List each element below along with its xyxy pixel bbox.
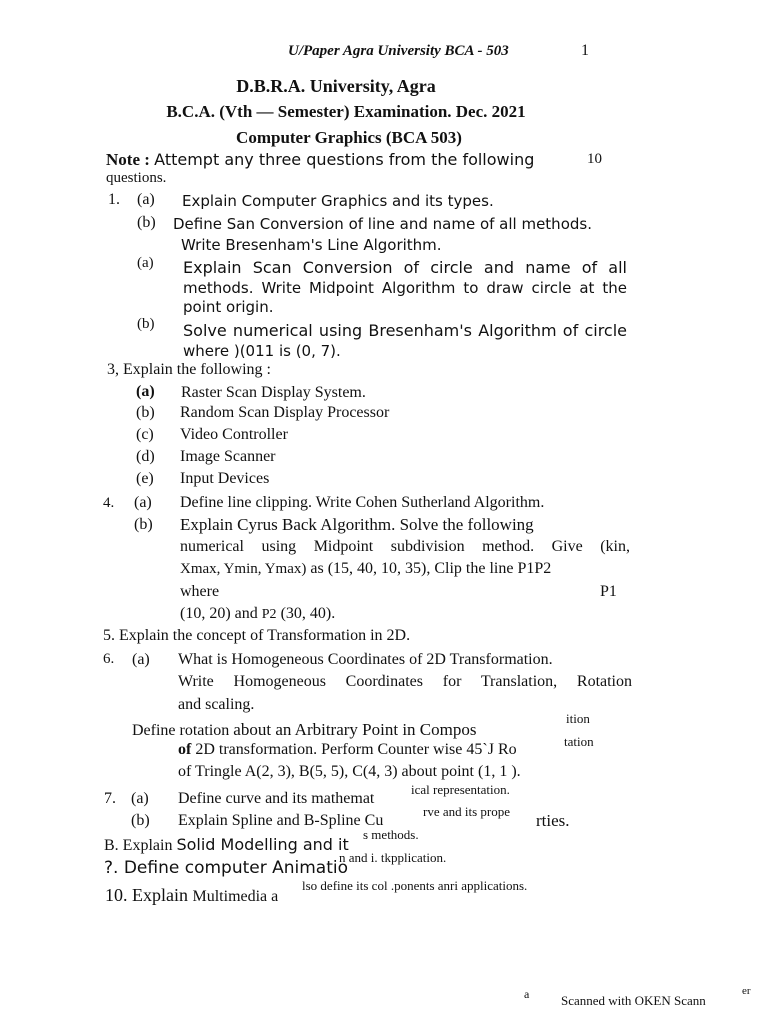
q9-line: ?. Define computer Animatio <box>104 858 349 878</box>
footer-mark: a <box>524 987 530 1001</box>
q6b-line-1: Define rotation about an Arbitrary Point in Compos <box>132 720 477 739</box>
q7-number: 7. <box>104 790 116 807</box>
q4a-label: (a) <box>134 494 152 511</box>
q3e-text: Input Devices <box>180 470 270 487</box>
q3e-label: (e) <box>136 470 154 487</box>
q4b-line-3: Xmax, Ymin, Ymax) as (15, 40, 10, 35), Clip the line P1P2 <box>180 560 552 577</box>
q9-superscript: n and i. tkpplication. <box>339 850 447 865</box>
note-continuation: questions. <box>106 170 167 186</box>
q7a-superscript: ical representation. <box>411 782 510 797</box>
q6a-line-2: Write Homogeneous Coordinates for Translation, Rotation <box>178 673 632 690</box>
q4b-line-1: Explain Cyrus Back Algorithm. Solve the following <box>180 515 534 534</box>
subject-title: Computer Graphics (BCA 503) <box>236 128 462 147</box>
page-number: 1 <box>581 42 589 59</box>
q8-superscript: s methods. <box>363 827 419 842</box>
q6a-label: (a) <box>132 651 150 668</box>
q1b-text: Define San Conversion of line and name of all methods. <box>173 215 592 233</box>
q6b-line-3: of Tringle A(2, 3), B(5, 5), C(4, 3) about point (1, 1 ). <box>178 763 521 780</box>
q7a-label: (a) <box>131 790 149 807</box>
q1a-text: Explain Computer Graphics and its types. <box>182 192 494 210</box>
q3d-label: (d) <box>136 448 155 465</box>
q6a-line-3: and scaling. <box>178 696 255 713</box>
q3b-label: (b) <box>136 404 155 421</box>
q6-number: 6. <box>103 651 115 667</box>
note-label: Note : <box>106 150 150 169</box>
q7b-text: Explain Spline and B-Spline Cu <box>178 812 384 829</box>
q7b-tail: rties. <box>536 811 570 830</box>
q2a-label: (a) <box>137 255 154 271</box>
q7b-superscript: rve and its prope <box>423 804 511 819</box>
q4b-line-2: numerical using Midpoint subdivision method. Give (kin, <box>180 538 630 555</box>
q3a-text: Raster Scan Display System. <box>181 384 366 401</box>
q1-number: 1. <box>108 191 120 208</box>
q2a-line-1: Explain Scan Conversion of circle and name of all <box>183 258 627 277</box>
exam-title: B.C.A. (Vth — Semester) Examination. Dec. 2021 <box>166 102 526 121</box>
q6b-superscript-2: tation <box>564 734 594 749</box>
q6b-superscript-1: ition <box>566 711 590 726</box>
q3c-label: (c) <box>136 426 154 443</box>
q1b-label: (b) <box>137 214 156 231</box>
university-title: D.B.R.A. University, Agra <box>236 76 436 96</box>
q1b-text-2: Write Bresenham's Line Algorithm. <box>181 236 442 254</box>
note-marks: 10 <box>587 151 602 167</box>
q4a-text: Define line clipping. Write Cohen Sutherland Algorithm. <box>180 494 545 511</box>
running-header: U/Paper Agra University BCA - 503 <box>288 43 509 59</box>
q6a-line-1: What is Homogeneous Coordinates of 2D Transformation. <box>178 651 553 668</box>
q10-line: 10. Explain Multimedia a <box>105 885 279 905</box>
note-line <box>106 150 534 170</box>
q2b-line-2: where )(011 is (0, 7). <box>183 342 341 360</box>
scanner-watermark-superscript: er <box>742 985 751 997</box>
q4-number: 4. <box>103 495 115 511</box>
q3-heading: 3, Explain the following : <box>107 361 271 378</box>
note-text: Attempt any three questions from the following <box>154 150 535 169</box>
q2a-line-3: point origin. <box>183 298 274 316</box>
q2a-line-2: methods. Write Midpoint Algorithm to draw circle at the <box>183 279 627 297</box>
q4b-line-4-where: where <box>180 583 220 600</box>
q2b-line-1: Solve numerical using Bresenham's Algorithm of circle <box>183 321 627 340</box>
scanner-watermark: Scanned with OKEN Scann <box>561 993 706 1008</box>
q1a-label: (a) <box>137 191 155 208</box>
q3d-text: Image Scanner <box>180 448 276 465</box>
q5-text: 5. Explain the concept of Transformation in 2D. <box>103 627 411 644</box>
q3a-label: (a) <box>136 383 155 400</box>
q4b-line-4-p1: P1 <box>600 583 617 600</box>
q4b-line-5: (10, 20) and P2 (30, 40). <box>180 605 336 622</box>
q8-line: B. Explain Solid Modelling and it <box>104 835 349 854</box>
q10-superscript: lso define its col .ponents anri applications. <box>302 878 528 893</box>
q7a-text: Define curve and its mathemat <box>178 790 375 807</box>
q6b-line-2: of 2D transformation. Perform Counter wise 45`J Ro <box>178 741 517 758</box>
q3b-text: Random Scan Display Processor <box>180 404 390 421</box>
q7b-label: (b) <box>131 812 150 829</box>
q4b-label: (b) <box>134 516 153 533</box>
q3c-text: Video Controller <box>180 426 288 443</box>
q2b-label: (b) <box>137 316 155 332</box>
